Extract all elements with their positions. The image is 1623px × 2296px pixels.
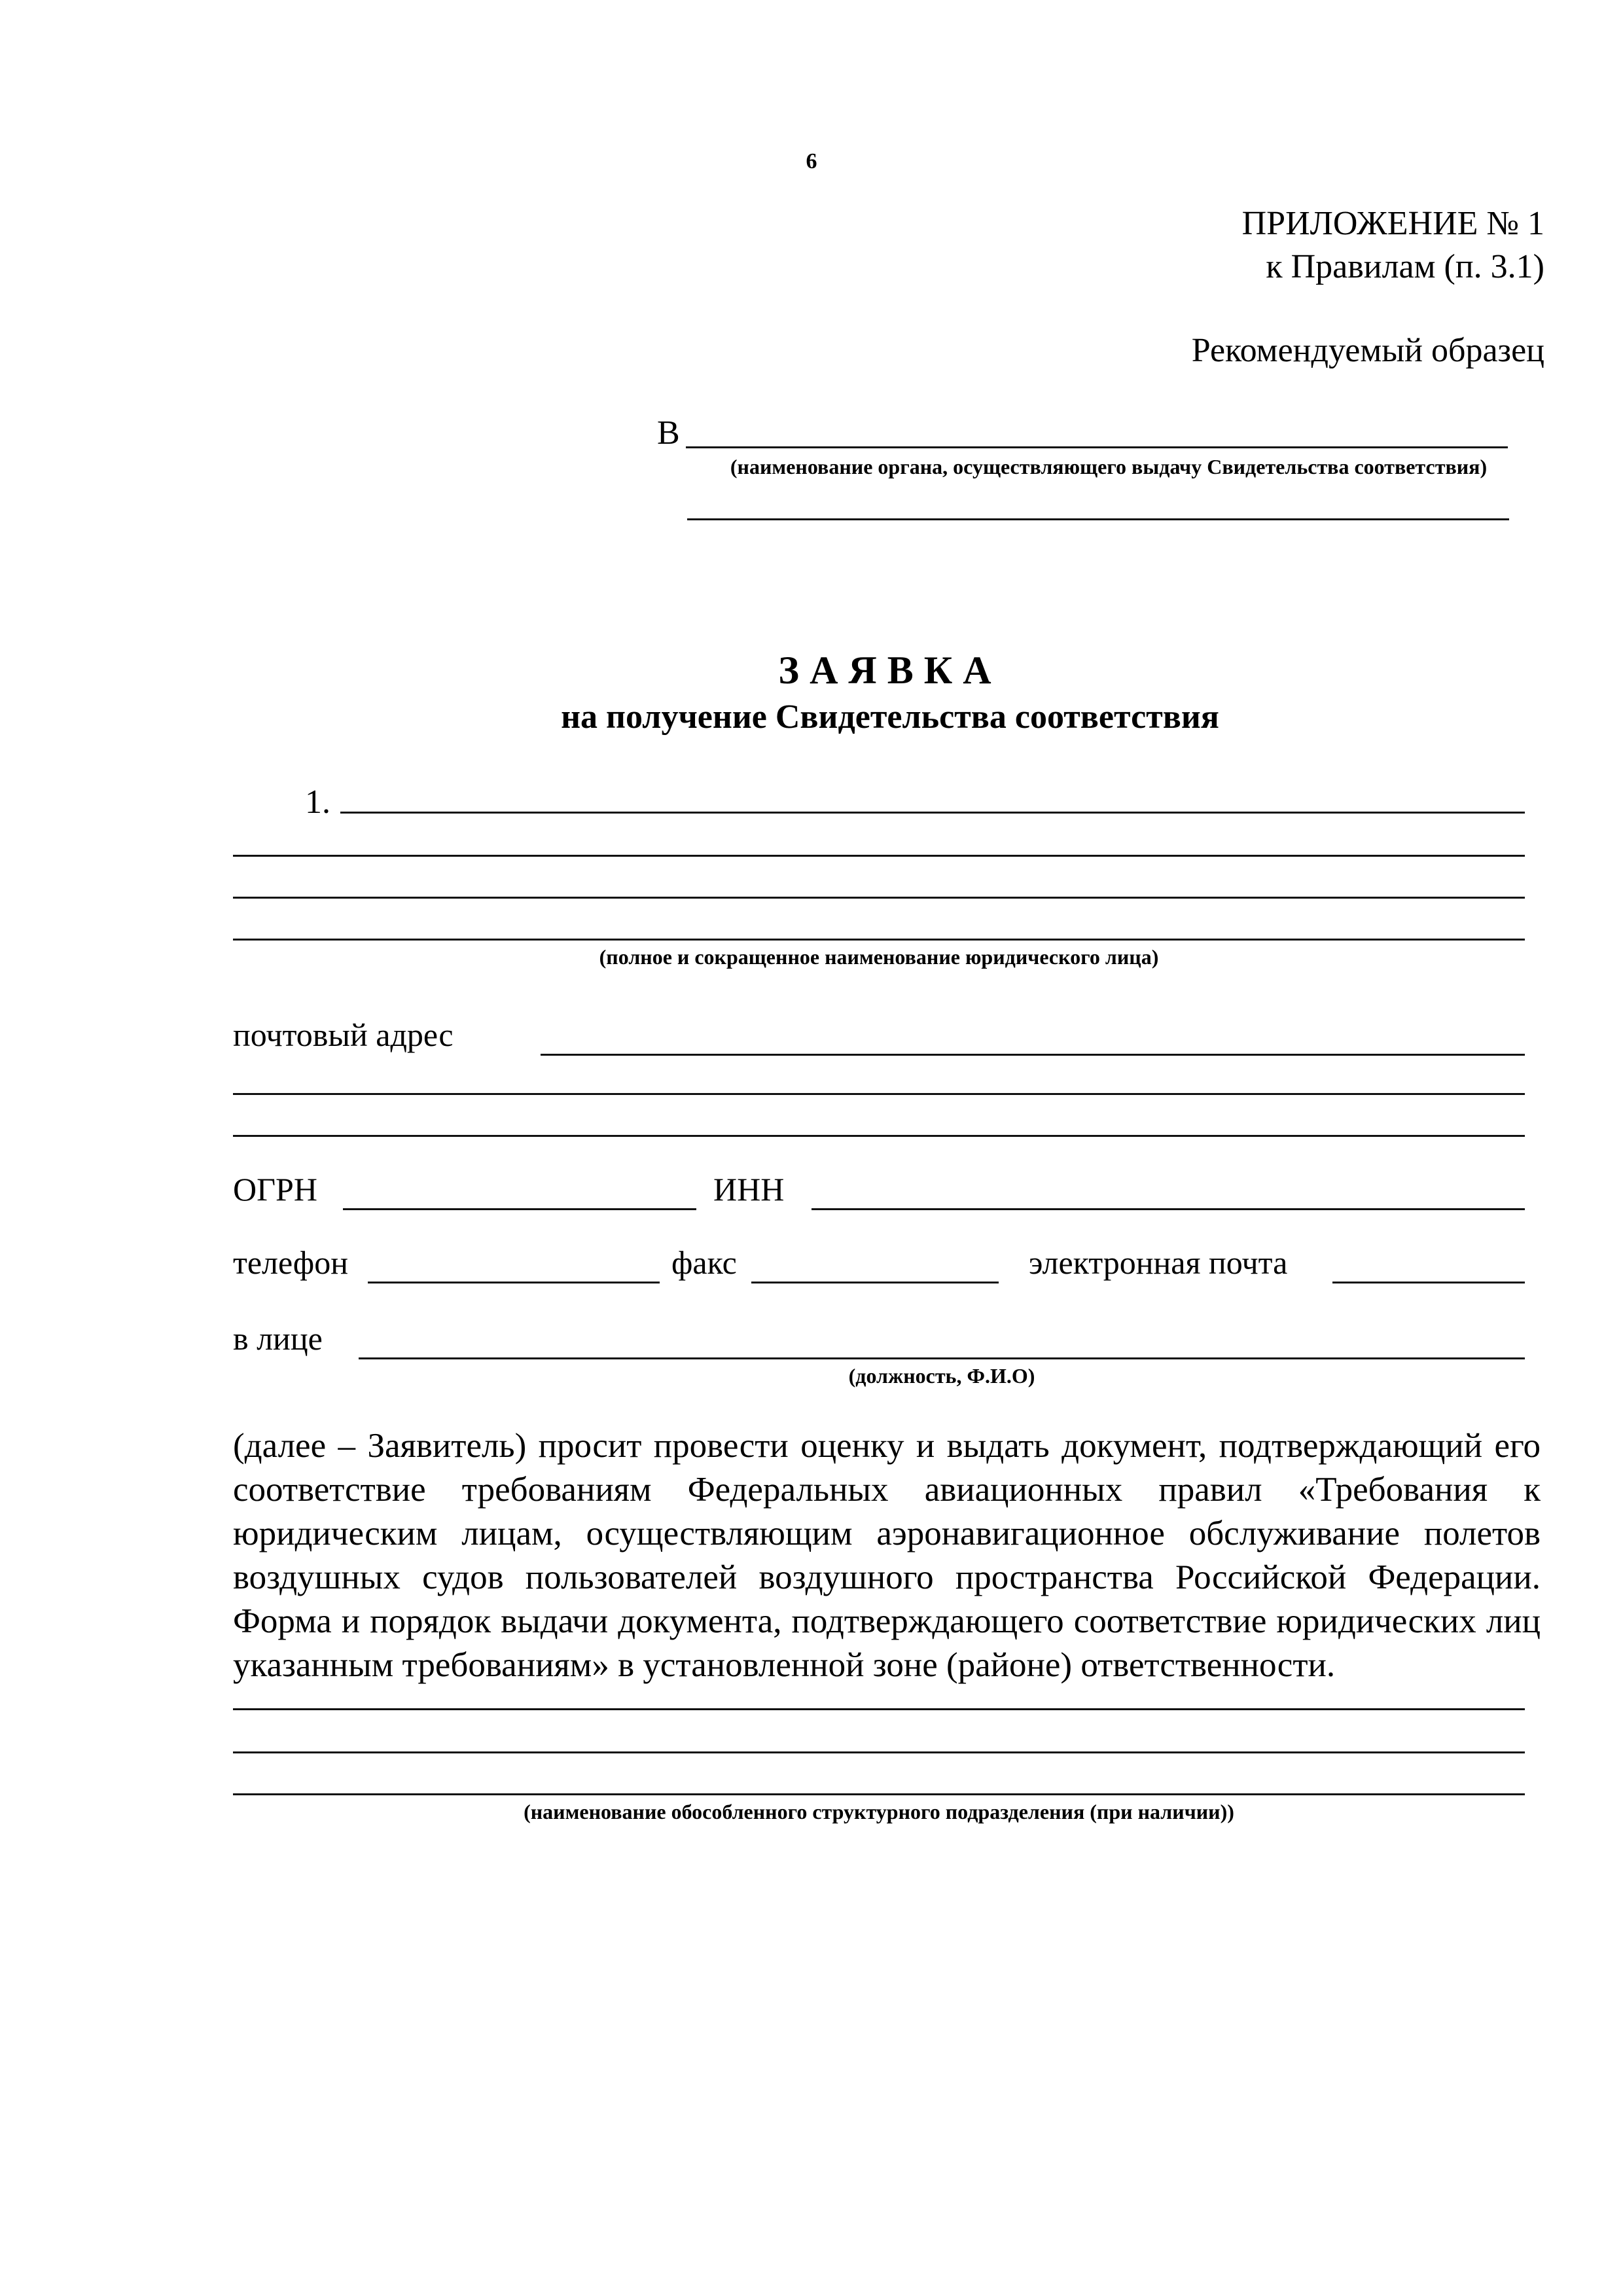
representative-label: в лице [233,1320,323,1357]
ogrn-label: ОГРН [233,1171,317,1208]
appendix-title: ПРИЛОЖЕНИЕ № 1 [1241,205,1544,242]
fax-field-line[interactable] [751,1282,999,1283]
division-caption: (наименование обособленного структурного подразделения (при наличии)) [524,1800,1234,1823]
inn-field-line[interactable] [812,1208,1525,1210]
addressee-prefix: В [657,414,680,452]
legal-entity-caption: (полное и сокращенное наименование юридического лица) [599,945,1159,969]
division-field-line-1[interactable] [233,1708,1525,1710]
request-body-text: (далее – Заявитель) просит провести оценку и выдать документ, подтверждающий его соответствие требованиям Федеральных авиационных правил «Требования к юридическим лицам, осуществляющим аэронавигационное обслуживание полетов воздушных судов пользователей воздушного пространства Российской Федерации. Форма и порядок выдачи документа, подтверждающего соответствие юридических лиц указанным требованиям» в установленной зоне (районе) ответственности. [233,1427,1541,1684]
inn-label: ИНН [713,1171,785,1208]
legal-entity-field-line-1[interactable] [340,812,1525,814]
sample-note: Рекомендуемый образец [1191,332,1544,369]
item-number: 1. [305,783,330,821]
postal-address-field-line-3[interactable] [233,1135,1525,1137]
division-field-line-3[interactable] [233,1793,1525,1795]
legal-entity-field-line-2[interactable] [233,855,1525,857]
appendix-reference: к Правилам (п. 3.1) [1266,248,1544,285]
email-label: электронная почта [1029,1244,1288,1281]
page-number: 6 [806,149,817,173]
legal-entity-field-line-4[interactable] [233,939,1525,941]
email-field-line[interactable] [1332,1282,1525,1283]
representative-caption: (должность, Ф.И.О) [848,1364,1035,1388]
phone-field-line[interactable] [368,1282,660,1283]
form-subtitle: на получение Свидетельства соответствия [561,698,1219,736]
postal-address-field-line-1[interactable] [541,1054,1525,1056]
fax-label: факс [671,1244,737,1281]
addressee-field-line-2[interactable] [687,518,1509,520]
postal-address-field-line-2[interactable] [233,1093,1525,1095]
representative-field-line[interactable] [359,1357,1525,1359]
form-title: ЗАЯВКА [778,649,1002,692]
postal-address-label: почтовый адрес [233,1016,454,1053]
ogrn-field-line[interactable] [343,1208,696,1210]
phone-label: телефон [233,1244,348,1281]
division-field-line-2[interactable] [233,1751,1525,1753]
legal-entity-field-line-3[interactable] [233,897,1525,899]
addressee-field-line-1[interactable] [686,446,1508,448]
addressee-caption: (наименование органа, осуществляющего выдачу Свидетельства соответствия) [730,455,1488,478]
